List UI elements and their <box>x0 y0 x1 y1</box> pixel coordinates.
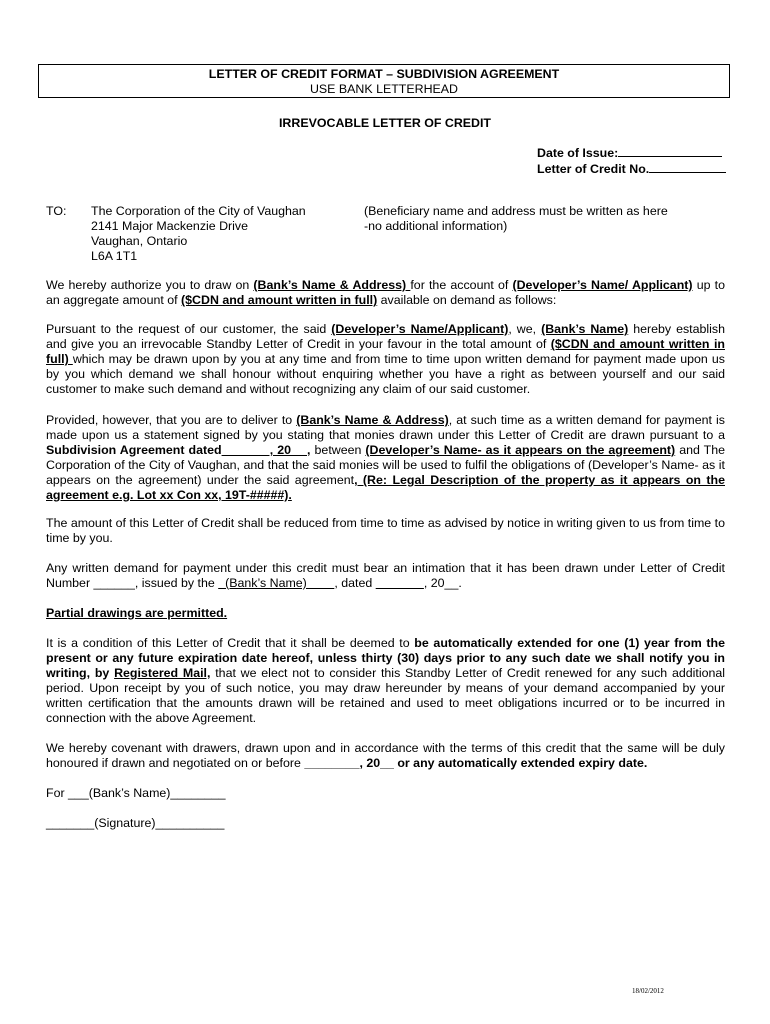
issue-block <box>537 145 726 177</box>
text: that we elect not to consider this Standby Letter of Credit renewed for any such additional period. Upon receipt by you of such notice, you may draw hereunder by means of your demand accompanied by your written certification that the amounts drawn will be retained and used to meet obligations incurred or to be incurred in connection with the above Agreement. <box>46 666 725 725</box>
recipient-address <box>91 204 306 264</box>
agreement-date-blank: , 20 , <box>221 443 311 457</box>
letter-heading: IRREVOCABLE LETTER OF CREDIT <box>278 116 492 130</box>
date-of-issue-blank <box>618 145 722 157</box>
date-of-issue-label: Date of Issue: <box>537 146 619 160</box>
text: Any written demand for payment under this credit must bear an intimation that it has been drawn under Letter of Credit Number ______, issued by the <box>46 561 725 590</box>
loc-number-blank <box>649 161 726 173</box>
beneficiary-note <box>364 204 668 234</box>
bank-name-field: (Bank’s Name & Address) <box>253 278 411 292</box>
text: available on demand as follows: <box>377 293 557 307</box>
bank-name-field: (Bank’s Name) <box>541 322 629 336</box>
date-blank <box>376 576 424 590</box>
partial-drawings-note: Partial drawings are permitted. <box>46 606 228 620</box>
paragraph-authorization <box>46 278 725 308</box>
bank-name-field: (Bank’s Name & Address) <box>296 413 449 427</box>
footer-date: 18/02/2012 <box>632 987 664 995</box>
text: , 20__. <box>423 576 462 590</box>
text: , at such time as a written demand for payment is made upon us a statement signed by you stating that monies drawn under this Letter of Credit are drawn pursuant to a <box>46 413 725 442</box>
text: We hereby covenant with drawers, drawn upon and in accordance with the terms of this credit that the same will be duly honoured if drawn and negotiated on or before <box>46 741 725 770</box>
address-line: 2141 Major Mackenzie Drive <box>91 219 249 233</box>
letterhead-note: USE BANK LETTERHEAD <box>309 82 459 96</box>
paragraph-pursuant <box>46 322 725 397</box>
subdivision-agreement-label: Subdivision Agreement dated <box>46 443 222 457</box>
developer-name-field: (Developer’s Name/ Applicant) <box>512 278 693 292</box>
text: It is a condition of this Letter of Credit that it shall be deemed to <box>46 636 415 650</box>
title-box <box>38 64 730 98</box>
signature-line: _______(Signature)__________ <box>46 816 225 830</box>
text: and The Corporation of the City of Vaughan, and that the said monies will be used to fulfil the obligations of (Developer’s Name- as it appears on the agreement) under the said agreement <box>46 443 726 487</box>
document-title: LETTER OF CREDIT FORMAT – SUBDIVISION AGREEMENT <box>208 67 560 81</box>
loc-number-line <box>537 161 726 177</box>
registered-mail-term: Registered Mail, <box>114 666 211 680</box>
text: for the account of <box>410 278 513 292</box>
note-line: -no additional information) <box>364 219 508 233</box>
for-bank-line <box>46 786 226 801</box>
text: , we, <box>508 322 542 336</box>
paragraph-reduction: The amount of this Letter of Credit shall be reduced from time to time as advised by notice in writing given to us from time to time by you. <box>46 516 725 545</box>
legal-description-field: , (Re: Legal Description of the property as it appears on the agreement e.g. Lot xx Con xx, 19T-#####). <box>46 473 725 502</box>
bank-name-signature-field: ___(Bank’s Name)________ <box>68 786 226 800</box>
address-line: Vaughan, Ontario <box>91 234 188 248</box>
text: which may be drawn upon by you at any time and from time to time upon written demand for payment made upon us by you which demand we shall honour without enquiring whether you have a right as between yourself and our said customer to make such demand and without recognizing any claim of our said customer. <box>46 352 725 396</box>
text: hereby establish and give you an irrevocable Standby Letter of Credit in your favour in the total amount of <box>46 322 725 351</box>
address-line: The Corporation of the City of Vaughan <box>91 204 306 218</box>
date-of-issue-line <box>537 145 726 161</box>
text: Provided, however, that you are to deliver to <box>46 413 297 427</box>
text: between <box>310 443 366 457</box>
loc-number-label: Letter of Credit No. <box>537 162 650 176</box>
text: , dated <box>334 576 376 590</box>
text: up to an aggregate amount of <box>46 278 725 307</box>
paragraph-covenant <box>46 741 725 771</box>
paragraph-auto-extension <box>46 636 725 726</box>
to-label: TO: <box>46 204 67 218</box>
address-line: L6A 1T1 <box>91 249 138 263</box>
text: We hereby authorize you to draw on <box>46 278 254 292</box>
amount-field: ($CDN and amount written in full) <box>181 293 378 307</box>
developer-name-field: (Developer’s Name/Applicant) <box>331 322 509 336</box>
extension-clause: be automatically extended for one (1) year from the present or any future expiration date hereof, unless thirty (30) days prior to any such date we shall notify you in writing, by <box>46 636 726 680</box>
bank-name-field: (Bank’s Name) <box>218 576 335 590</box>
note-line: (Beneficiary name and address must be written as here <box>364 204 668 218</box>
for-label: For <box>46 786 69 800</box>
paragraph-written-demand <box>46 561 725 591</box>
amount-field: ($CDN and amount written in full) <box>46 337 725 366</box>
text: Pursuant to the request of our customer, the said <box>46 322 332 336</box>
paragraph-provided <box>46 413 725 503</box>
developer-name-field: (Developer’s Name- as it appears on the agreement) <box>365 443 676 457</box>
expiry-clause: ________, 20__ or any automatically extended expiry date. <box>304 756 648 770</box>
